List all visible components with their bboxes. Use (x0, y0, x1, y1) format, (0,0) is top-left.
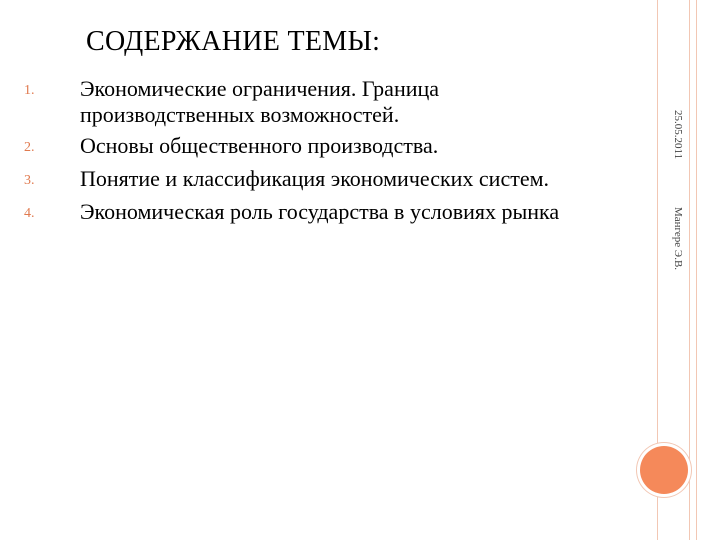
decorative-rail-line (689, 0, 690, 540)
list-item-number: 1. (24, 83, 35, 98)
slide-author: Мангере Э.В. (672, 206, 684, 270)
list-item-number: 4. (24, 206, 35, 221)
slide-date: 25.05.2011 (672, 110, 684, 160)
list-item (24, 166, 604, 194)
list-item (24, 76, 604, 128)
slide-title: СОДЕРЖАНИЕ ТЕМЫ: (86, 26, 381, 57)
list-item-text: Основы общественного производства. (80, 133, 439, 158)
slide-footer-vertical (668, 110, 688, 270)
list-item-text: Экономическая роль государства в условиях рынка (80, 199, 560, 224)
decorative-rail-line (696, 0, 697, 540)
list-item (24, 133, 604, 161)
list-item-text: Понятие и классификация экономических систем. (80, 166, 550, 191)
list-item-text: Экономические ограничения. Граница производственных возможностей. (80, 76, 440, 127)
topic-list (24, 76, 604, 232)
list-item-number: 3. (24, 173, 35, 188)
list-item (24, 199, 604, 227)
decorative-circle (640, 446, 688, 494)
list-item-number: 2. (24, 140, 35, 155)
